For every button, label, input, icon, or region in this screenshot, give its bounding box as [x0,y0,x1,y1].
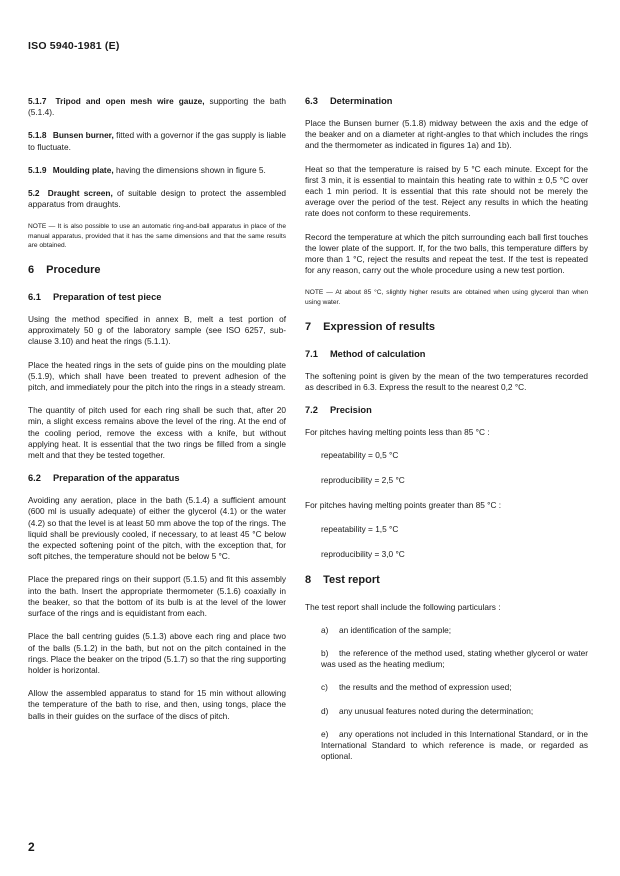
section-6-2-heading: 6.2 Preparation of the apparatus [28,473,180,484]
paragraph: Allow the assembled apparatus to stand for 15 min without allowing the temperature of the bath to rise, and then, using tongs, place the balls in their guides on the surface of the discs of pitch. [28,688,286,721]
formula-repeatability: repeatability = 0,5 °C [321,450,399,461]
formula-repeatability: repeatability = 1,5 °C [321,523,399,534]
list-item: c) the results and the method of expression used; [321,682,512,693]
section-6-heading: 6 Procedure [28,264,101,277]
paragraph: For pitches having melting points less than 85 °C : [305,427,490,438]
section-6-3-heading: 6.3 Determination [305,96,393,106]
paragraph: Using the method specified in annex B, melt a test portion of approximately 50 g of the laboratory sample (see ISO 6257, sub-clause 3.10) and heat the rings (5.1.1). [28,314,286,347]
right-column [305,96,588,774]
section-7-heading: 7 Expression of results [305,320,435,333]
document-header: ISO 5940-1981 (E) [28,40,120,52]
left-column [28,96,286,734]
paragraph: Place the prepared rings on their support (5.1.5) and fit this assembly into the bath. Insert the appropriate thermometer (5.1.6) coaxially in the beaker, so that the bottom of its bulb is at the level of the lower surface of the rings and is equidistant from each. [28,574,286,619]
paragraph: Place the Bunsen burner (5.1.8) midway between the axis and the edge of the beaker and on a diameter at right-angles to that which includes the rings and the thermometer as indicated in figures 1a) and 1b). [305,118,588,151]
clause-5-1-7: 5.1.7 Tripod and open mesh wire gauze, supporting the bath (5.1.4). [28,96,286,118]
list-item: a) an identification of the sample; [321,624,452,635]
paragraph: The quantity of pitch used for each ring shall be such that, after 20 min, a slight excess remains above the level of the ring. At the end of the cooling period, remove the excess with a knife, but without applying heat. It is essential that the two rings be filled from a single melt and that they be tested together. [28,405,286,461]
note-glycerol: NOTE — At about 85 °C, slightly higher results are obtained when using glycerol than when using water. [305,289,588,306]
formula-reproducibility: reproducibility = 3,0 °C [321,548,405,559]
paragraph: Place the heated rings in the sets of guide pins on the moulding plate (5.1.9), which shall have been treated to prevent adhesion of the pitch, and immediately pour the pitch into the rings in a steady stream. [28,359,286,393]
section-8-heading: 8 Test report [305,573,380,586]
clause-5-2: 5.2 Draught screen, of suitable design to protect the assembled apparatus from draughts. [28,188,286,210]
list-item: b) the reference of the method used, stating whether glycerol or water was used as the heating medium; [321,648,588,670]
paragraph: Place the ball centring guides (5.1.3) above each ring and place two of the balls (5.1.2) in the bath, but not on the pitch contained in the rings. Place the beaker on the tripod (5.1.7) so that the ring supporting holder is horizontal. [28,631,286,675]
clause-5-1-9: 5.1.9 Moulding plate, having the dimensions shown in figure 5. [28,164,266,175]
section-7-2-heading: 7.2 Precision [305,405,372,416]
section-7-1-heading: 7.1 Method of calculation [305,348,426,359]
clause-5-1-8: 5.1.8 Bunsen burner, fitted with a governor if the gas supply is liable to fluctuate. [28,130,286,152]
section-6-1-heading: 6.1 Preparation of test piece [28,292,162,303]
list-item: d) any unusual features noted during the determination; [321,705,534,716]
formula-reproducibility: reproducibility = 2,5 °C [321,475,405,486]
list-item: e) any operations not included in this International Standard, or in the International Standard to which reference is made, or regarded as optional. [321,728,588,762]
paragraph: Heat so that the temperature is raised by 5 °C each minute. Except for the first 3 min, it is essential to maintain this heating rate to within ± 0,5 °C over each 1 min period. It is essential that this rate should not be merely the average over the period of the test. Reject any results in which the heating rate does not conform to these requirements. [305,163,588,219]
paragraph: The test report shall include the following particulars : [305,601,501,612]
page-number: 2 [28,840,35,854]
paragraph: The softening point is given by the mean of the two temperatures recorded as described in 6.3. Express the result to the nearest 0,2 °C. [305,370,588,393]
paragraph: For pitches having melting points greater than 85 °C : [305,500,502,511]
paragraph: Record the temperature at which the pitch surrounding each ball first touches the lower plate of the support. If, for the two balls, this temperature differs by more than 1 °C, reject the results and repeat the test. If the test is repeated for any reason, carry out the whole procedure using a new test portion. [305,231,588,276]
paragraph: Avoiding any aeration, place in the bath (5.1.4) a sufficient amount (600 ml is usually adequate) of either the glycerol (4.1) or the water (4.2) so that the level is at least 50 mm above the top of the rings. The liquid shall be previously cooled, if necessary, to at least 45 °C below the expected softening point of the pitch, with the exception that, for soft pitches, the temperature should not be below 5 °C. [28,495,286,562]
note-automatic-apparatus: NOTE — It is also possible to use an automatic ring-and-ball apparatus in place of the manual apparatus, provided that it has the same dimensions and that the same results are obtained. [28,223,286,249]
